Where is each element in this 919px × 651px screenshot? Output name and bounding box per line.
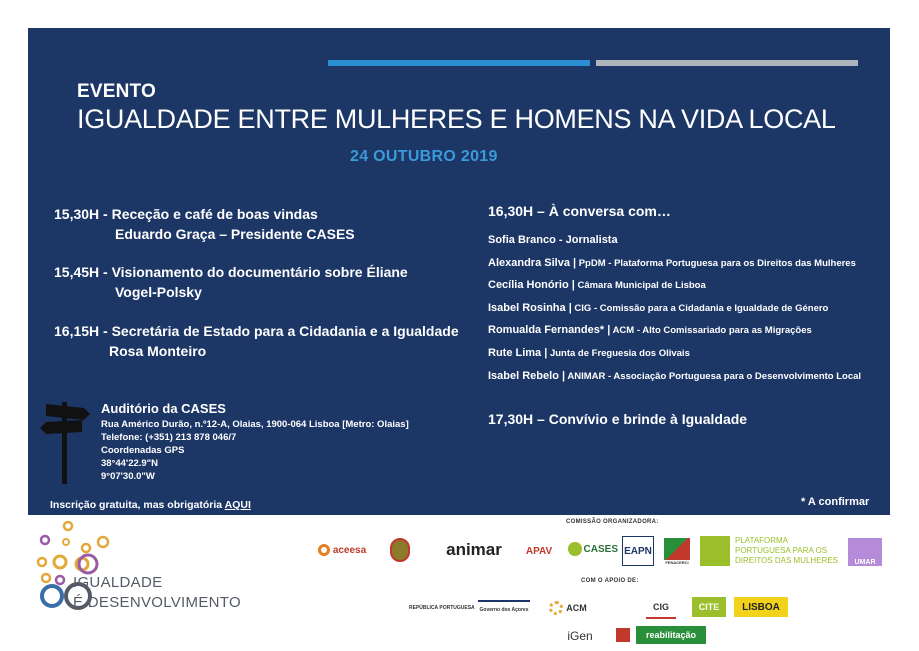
guest-name: Sofia Branco - Jornalista [488, 234, 618, 246]
partner-logo-cig [646, 597, 676, 619]
guest-item [488, 347, 690, 359]
guest-org: ANIMAR - Associação Portuguesa para o Desenvolvimento Local [565, 371, 862, 382]
shield-icon [616, 628, 630, 642]
guest-org: ACM - Alto Comissariado para as Migrações [610, 325, 812, 336]
venue-gps-label: Coordenadas GPS [101, 445, 185, 456]
partner-logo-cite [692, 597, 726, 617]
partner-logo-animar [436, 536, 512, 564]
program-item [54, 321, 459, 361]
closing-item: 17,30H – Convívio e brinde à Igualdade [488, 411, 748, 427]
to-confirm-note: * A confirmar [801, 496, 870, 508]
partner-logo-acm [544, 597, 592, 619]
guest-item [488, 234, 618, 246]
guest-item [488, 279, 706, 291]
crest-icon [390, 538, 410, 562]
partner-logo-ppdm [700, 534, 840, 568]
guest-name: Rute Lima | [488, 347, 548, 359]
aceesa-icon [318, 544, 330, 556]
guest-item [488, 324, 812, 336]
guest-name: Isabel Rosinha | [488, 302, 572, 314]
guest-name: Alexandra Silva | [488, 257, 577, 269]
partner-name: ACM [566, 603, 587, 613]
conversa-heading: 16,30H – À conversa com… [488, 203, 671, 219]
partner-logo-republica [406, 597, 475, 619]
partner-logo-eapn [622, 536, 654, 566]
apoio-label: COM O APOIO DE: [581, 578, 639, 584]
guest-item [488, 370, 861, 382]
partner-logo-umar [848, 538, 882, 566]
partner-name: FENACERCI [665, 559, 689, 565]
partner-name: iGen [567, 629, 593, 643]
partner-logo-acores [478, 600, 530, 618]
partner-logo-apav [522, 536, 556, 566]
partner-name: CASES [583, 543, 618, 555]
program-item-line1: 16,15H - Secretária de Estado para a Cidadania e a Igualdade [54, 323, 459, 339]
cases-icon [568, 542, 582, 556]
comissao-label: COMISSÃO ORGANIZADORA: [566, 519, 659, 525]
partner-name: Governo dos Açores [479, 607, 529, 613]
event-title: IGUALDADE ENTRE MULHERES E HOMENS NA VIDA LOCAL [77, 104, 836, 134]
acm-icon [549, 601, 563, 615]
venue-longitude: 9°07'30.0"W [101, 471, 155, 482]
logo-text-line2: É DESENVOLVIMENTO [73, 594, 241, 611]
guest-name: Romualda Fernandes* | [488, 324, 611, 336]
partner-name: PLATAFORMA PORTUGUESA PARA OS DIREITOS DAS MULHERES [735, 536, 838, 565]
program-item [54, 204, 355, 244]
partner-logo-cases [568, 538, 618, 560]
program-item-line2: Rosa Monteiro [109, 343, 207, 359]
program-item-line2: Eduardo Graça – Presidente CASES [115, 226, 355, 242]
partner-name: LISBOA [742, 601, 780, 613]
registration-text: Inscrição gratuita, mas obrigatória [50, 499, 225, 511]
guest-name: Isabel Rebelo | [488, 370, 566, 382]
program-item-line1: 15,45H - Visionamento do documentário sobre Éliane [54, 264, 408, 280]
partner-name: REPÚBLICA PORTUGUESA [409, 605, 475, 611]
partner-name: APAV [525, 545, 553, 557]
fenacerci-icon [664, 538, 690, 560]
registration-note [50, 499, 251, 511]
partner-logo-lisboa [734, 597, 788, 617]
venue-address: Rua Américo Durão, n.º12-A, Olaias, 1900-064 Lisboa [Metro: Olaias] [101, 419, 409, 430]
partner-name: animar [446, 540, 502, 559]
guest-org: Câmara Municipal de Lisboa [574, 280, 706, 291]
guest-org: PpDM - Plataforma Portuguesa para os Direitos das Mulheres [576, 258, 856, 269]
partner-name: aceesa [332, 544, 367, 556]
venue-latitude: 38°44'22.9"N [101, 458, 159, 469]
guest-name: Cecília Honório | [488, 279, 575, 291]
partner-name: reabilitação [645, 630, 697, 640]
partner-logo-crest [386, 535, 414, 565]
partner-name: EAPN [624, 545, 652, 557]
partner-logo-shield [614, 626, 632, 644]
event-date: 24 OUTUBRO 2019 [350, 148, 498, 165]
guest-org: CIG - Comissão para a Cidadania e Igualdade de Género [571, 303, 829, 314]
event-label: EVENTO [77, 81, 156, 102]
venue-block [101, 401, 409, 483]
venue-name: Auditório da CASES [101, 401, 226, 416]
accent-bar-blue [328, 60, 590, 66]
partner-logo-igen [556, 625, 604, 647]
program-item-line2: Vogel-Polsky [115, 284, 202, 300]
accent-bar-grey [596, 60, 858, 66]
ppdm-icon [700, 536, 730, 566]
partner-logo-reabilitacao [636, 626, 706, 644]
partner-name: CIG [652, 602, 669, 612]
guest-org: Junta de Freguesia dos Olivais [547, 348, 690, 359]
guest-item [488, 302, 828, 314]
signpost-icon [38, 398, 92, 484]
venue-phone: Telefone: (+351) 213 878 046/7 [101, 432, 237, 443]
logo-text-line1: IGUALDADE [73, 574, 163, 591]
program-item-line1: 15,30H - Receção e café de boas vindas [54, 206, 318, 222]
registration-link[interactable]: AQUI [224, 499, 251, 511]
program-item [54, 262, 408, 302]
partner-name: UMAR [854, 559, 876, 566]
guest-item [488, 257, 856, 269]
partner-logo-aceesa [310, 538, 374, 562]
partner-logo-fenacerci [660, 534, 694, 568]
partner-name: CITE [698, 602, 720, 612]
